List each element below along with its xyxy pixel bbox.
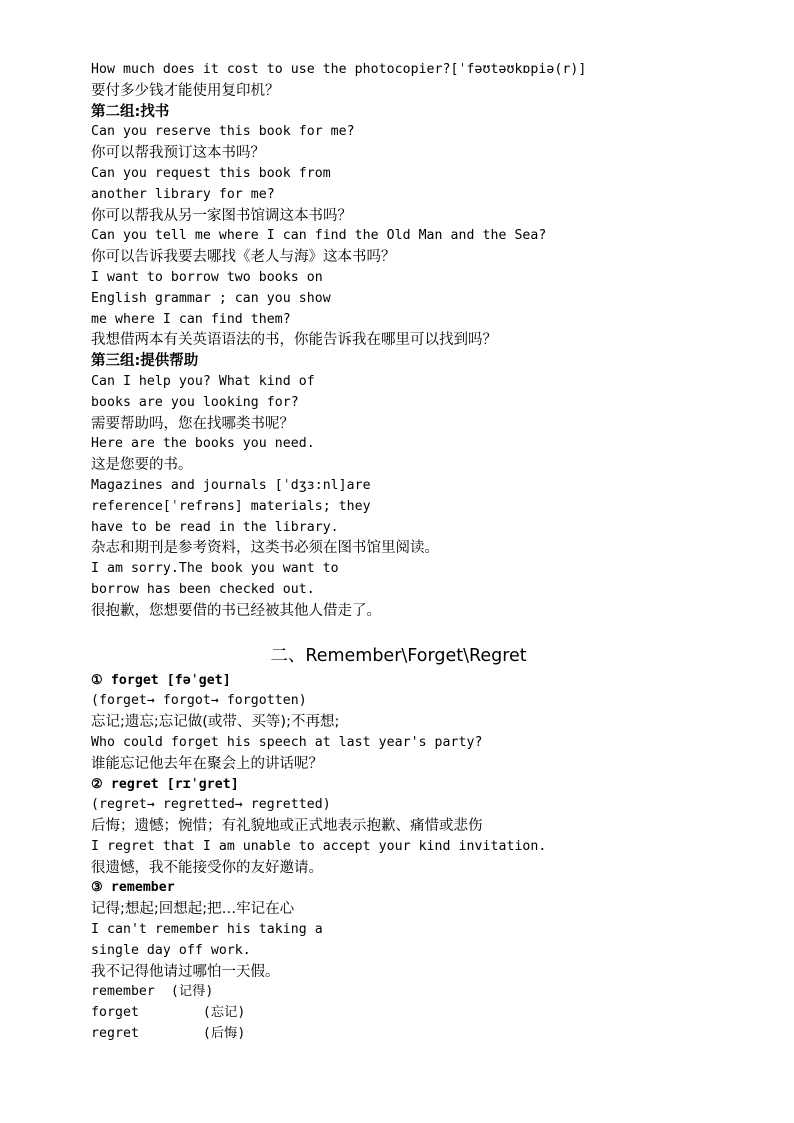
regret-example-zh: 很遗憾，我不能接受你的友好邀请。	[91, 859, 323, 876]
photocopier-question-zh: 要付多少钱才能使用复印机？	[91, 82, 280, 99]
books-you-need-en: Here are the books you need.	[91, 436, 315, 452]
forget-example-en: Who could forget his speech at last year's party?	[91, 734, 483, 750]
document-page	[91, 60, 731, 1045]
magazines-en-2: reference[ˈrefrəns] materials; they	[91, 498, 371, 514]
borrow-grammar-en-2: English grammar ; can you show	[91, 290, 331, 306]
checked-out-zh: 很抱歉，您想要借的书已经被其他人借走了。	[91, 602, 381, 619]
reserve-book-zh: 你可以帮我预订这本书吗？	[91, 145, 265, 162]
magazines-zh: 杂志和期刊是参考资料，这类书必须在图书馆里阅读。	[91, 540, 439, 557]
forget-forms: (forget→ forgot→ forgotten)	[91, 693, 307, 709]
request-book-zh: 你可以帮我从另一家图书馆调这本书吗？	[91, 207, 352, 224]
reserve-book-en: Can you reserve this book for me?	[91, 124, 355, 140]
group2-heading: 第二组:找书	[91, 103, 170, 120]
summary-forget: forget (忘记)	[91, 1005, 246, 1021]
regret-forms: (regret→ regretted→ regretted)	[91, 797, 331, 813]
forget-meaning: 忘记;遗忘;忘记做(或带、买等);不再想;	[91, 714, 340, 731]
remember-meaning: 记得;想起;回想起;把…牢记在心	[91, 901, 295, 918]
checked-out-en-2: borrow has been checked out.	[91, 581, 315, 597]
remember-entry: ③ remember	[91, 880, 175, 896]
old-man-sea-en: Can you tell me where I can find the Old Man and the Sea?	[91, 228, 547, 244]
summary-remember: remember (记得)	[91, 984, 214, 1000]
remember-example-en-2: single day off work.	[91, 942, 251, 958]
section-heading: 二、Remember\Forget\Regret	[270, 645, 527, 666]
borrow-grammar-zh: 我想借两本有关英语语法的书，你能告诉我在哪里可以找到吗？	[91, 332, 497, 349]
books-you-need-zh: 这是您要的书。	[91, 457, 193, 474]
forget-example-zh: 谁能忘记他去年在聚会上的讲话呢？	[91, 755, 323, 772]
forget-entry: ① forget [fəˈget]	[91, 672, 231, 688]
magazines-en-3: have to be read in the library.	[91, 519, 339, 535]
borrow-grammar-en-1: I want to borrow two books on	[91, 269, 323, 285]
remember-example-zh: 我不记得他请过哪怕一天假。	[91, 963, 280, 980]
photocopier-question-en: How much does it cost to use the photocopier?[ˈfəʊtəʊkɒpiə(r)]	[91, 62, 587, 77]
request-book-en-1: Can you request this book from	[91, 165, 331, 181]
request-book-en-2: another library for me?	[91, 186, 275, 202]
magazines-en-1: Magazines and journals [ˈdʒɜ:nl]are	[91, 477, 371, 493]
regret-example-en: I regret that I am unable to accept your kind invitation.	[91, 838, 547, 854]
old-man-sea-zh: 你可以告诉我要去哪找《老人与海》这本书吗？	[91, 249, 396, 266]
help-you-en-1: Can I help you? What kind of	[91, 373, 315, 389]
help-you-zh: 需要帮助吗，您在找哪类书呢？	[91, 415, 294, 432]
help-you-en-2: books are you looking for?	[91, 394, 299, 410]
checked-out-en-1: I am sorry.The book you want to	[91, 561, 339, 577]
regret-meaning: 后悔；遗憾；惋惜；有礼貌地或正式地表示抱歉、痛惜或悲伤	[91, 818, 483, 835]
group3-heading: 第三组:提供帮助	[91, 353, 199, 370]
remember-example-en-1: I can't remember his taking a	[91, 922, 323, 938]
summary-regret: regret (后悔)	[91, 1026, 246, 1042]
borrow-grammar-en-3: me where I can find them?	[91, 311, 291, 327]
regret-entry: ② regret [rɪˈgret]	[91, 776, 239, 792]
